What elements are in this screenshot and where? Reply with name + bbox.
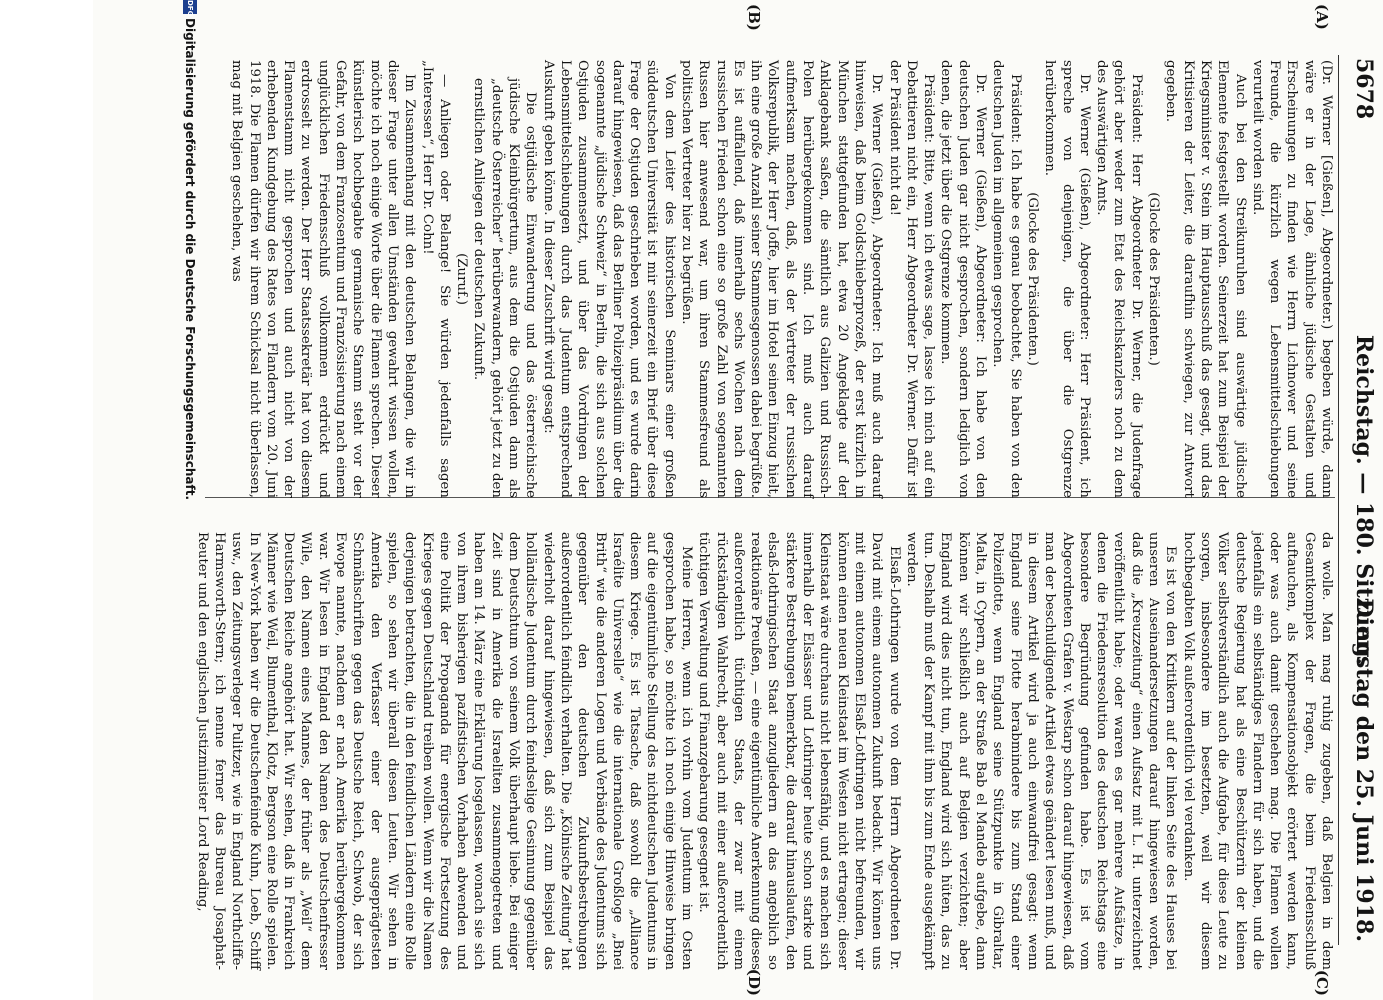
- paragraph: Im Zusammenhang mit den deutschen Belangen, die wir in dieser Frage unter allen Umständen gewahrt wissen wollen, möchte ich noch einige Worte über die Flamen sprechen. Dieser künstlerisch hochbegabte germanische Stamm steht vor der Gefahr, von dem Franzosentum und Französisierung nach einem unglücklichen Friedensschluß vollkommen erdrückt und erdrosselt zu werden. Der Herr Staatssekretär hat von diesem Flamenstamm nicht gesprochen und auch nicht von der erhebenden Kundgebung des Rates von Flandern vom 20. Juni 1918. Die Flamen dürfen wir ihrem Schicksal nicht überlassen, mag mit Belgien geschehen, was: [229, 60, 418, 498]
- margin-mark-c: (C): [1313, 969, 1331, 996]
- block-quote: Die ostjüdische Einwanderung und das österreichische jüdische Kleinbürgertum, aus dem die Ostjuden dann als „deutsche Österreicher“ herüberwandern, gehört jetzt zu den ernstlichen Anliegen der deutschen Zukunft.: [471, 78, 539, 498]
- paragraph: — Anliegen oder Belange! Sie würden jedenfalls sagen „Interessen“, Herr Dr. Cohn!: [419, 60, 452, 498]
- margin-mark-a: (A): [1313, 4, 1331, 30]
- funding-note: Digitalisierung gefördert durch die Deutsche Forschungsgemeinschaft.: [183, 18, 197, 501]
- paragraph: Es ist von den Kritikern auf der linken Seite des Hauses bei unseren Auseinandersetzungen darauf hingewiesen worden, daß die „Kreuzzeitung“ einen Aufsatz mit L. H. unterzeichnet veröffentlicht habe; oder waren es gar mehrere Aufsätze, in denen die Friedensresolution des deutschen Reichstags eine besondere Begründung gefunden habe. Es ist vom Abgeordneten Grafen v. Westarp schon darauf hingewiesen, daß man der beschuldigende Artikel etwas geändert lesen muß, und in diesem Artikel wird ja auch einwandfrei gesagt: wenn England seine Flotte herabmindere bis zum Stand einer Polizeiflotte, wenn England seine Stützpunkte in Gibraltar, Malta, in Cypern, an der Straße Bab el Mandeb aufgebe, dann können wir schließlich auch auf Belgien verzichten; aber England wird dies nicht tun, England wird sich hüten, das zu tun. Deshalb muß der Kampf mit ihm bis zum Ende ausgekämpft werden.: [903, 532, 1179, 970]
- paragraph: Präsident: Bitte, wenn ich etwas sage, lasse ich mich auf ein Debattieren nicht ein, Herr Abgeordneter Dr. Werner. Dafür ist der Präsident nicht da!: [886, 60, 937, 498]
- dfg-logo: DFG: [183, 0, 197, 14]
- session-title: Reichstag. — 180. Sitzung.: [1351, 334, 1377, 666]
- margin-mark-b: (B): [745, 4, 763, 31]
- rotated-page: [93, 0, 1383, 1000]
- right-column: [194, 532, 1335, 970]
- paragraph: Präsident: Ich habe es genau beobachtet, Sie haben von den deutschen Juden im allgemeinen gesprochen.: [990, 60, 1023, 498]
- stage-direction: (Glocke des Präsidenten.): [1146, 192, 1162, 366]
- stage-direction: (Zuruf.): [454, 253, 470, 305]
- funding-footer: [179, 0, 197, 1000]
- paragraph: Meine Herren, wenn ich vorhin vom Judentum im Osten gesprochen habe, so möchte ich noch einige Hinweise bringen auf die eigentümliche Stellung des nichtdeutschen Judentums in diesem Kriege. Es ist Tatsache, daß sowohl die „Alliance Israélite Universelle“ wie die internationale Großloge „Bnei Brith“ wie die anderen Logen und Verbände des Judentums sich gegenüber den deutschen Zukunftsbestrebungen außerordentlich feindlich verhalten. Die „Kölnische Zeitung“ hat wiederholt darauf hingewiesen, daß sich zum Beispiel das holländische Judentum durch feindselige Gesinnung gegenüber dem Deutschtum von seinem Volk überhaupt liebe. Bei einiger Zeit sind in Amerika die Israeliten zusammengetreten und haben am 14. März eine Erklärung losgelassen, wonach sie sich von ihrem bisherigen pazifistischen Vorhaben abwenden und eine Politik der Propaganda für energische Fortsetzung des Krieges gegen Deutschland treiben wollen. Wenn wir die Namen derjenigen betrachten, die in den feindlichen Ländern eine Rolle spielen, so sehen wir überall diesen Leuten. Wir sehen in Amerika den Verfasser einer der ausgeprägtesten Schmähschriften gegen das Deutsche Reich, Schwob, der sich Ewope nannte, nachdem er nach Amerika herübergekommen war. Wir lesen in England den Namen des Deutschenfresser Wile, den Namen eines Mannes, der früher als „Weil“ dem Deutschen Reiche angehört hat. Wir sehen, daß in Frankreich Männer wie Weil, Blumenthal, Klotz, Bergson eine Rolle spielen. In New-York haben wir die Deutschenfeinde Kuhn, Loeb, Schiff usw., den Zeitungsverleger Pulitzer, wie in England Northcliffe-Harmsworth-Stern; ich nenne ferner das Bureau Josaphat-Reuter und den englischen Justizminister Lord Reading,: [194, 532, 695, 970]
- paragraph: da wolle. Man mag ruhig zugeben, daß Belgien in dem Gesamtkomplex der Fragen, die beim Friedensschluß auftauchen, als Kompensationsobjekt erörtert werden kann, oder was auch damit geschehen mag. Die Flamen wollen jedenfalls ein selbständiges Flandern für sich haben, und die deutsche Regierung hat als eine Beschützerin der kleinen Völker selbstverständlich auch die Aufgabe, für diese Leute zu sorgen, insbesondere im besetzten, weil wir diesem hochbegabten Volk außerordentlich viel verdanken.: [1180, 532, 1334, 970]
- paragraph: Dr. Werner (Gießen), Abgeordneter: Ich muß auch darauf hinweisen, daß beim Goldschieberprozeß, der erst kürzlich in München stattgefunden hat, etwa 20 Angeklagte auf der Anklagebank saßen, die sämtlich aus Galizien und Russisch-Polen herübergekommen sind. Ich muß auch darauf aufmerksam machen, daß, als der Vertreter der russischen Volksrepublik, der Herr Joffe, hier im Hotel seinen Einzug hielt, ihn eine große Anzahl seiner Stammesgenossen dabei begrüßte. Es ist auffallend, daß innerhalb sechs Wochen nach dem russischen Frieden schon eine so große Zahl von sogenannten Russen hier anwesend war, um ihren Stammesfreund als politischen Vertreter hier zu begrüßen.: [679, 60, 885, 498]
- paragraph: Präsident: Herr Abgeordneter Dr. Werner, die Judenfrage gehört aber weder zum Etat des Reichskanzlers noch zu dem des Auswärtigen Amts.: [1094, 60, 1144, 498]
- left-column: [205, 60, 1335, 498]
- stage-direction: (Glocke des Präsidenten.): [1024, 192, 1040, 366]
- paragraph: Dr. Werner (Gießen), Abgeordneter: Herr Präsident, ich spreche von denjenigen, die über die Ostgrenze herüberkommen.: [1042, 60, 1092, 498]
- header-rule: [1338, 55, 1339, 945]
- paragraph: Elsaß-Lothringen wurde von dem Herrn Abgeordneten Dr. David mit einem autonomen Zukunft bedacht. Wir können uns mit einem autonomen Elsaß-Lothringen nicht befreunden, wir können einen neuen Kleinstaat im Westen nicht ertragen; dieser Kleinstaat wäre durchaus nicht lebensfähig, und es machen sich innerhalb der Elsässer und Lothringer heute schon starke und stärkere Bestrebungen bemerkbar, die darauf hinauslaufen, den elsaß-lothringischen Staat anzugliedern an das angeblich so reaktionäre Preußen, — eine eigentümliche Anerkennung dieses außerordentlich tüchtigen Staats, der zwar mit einem rückständigen Wahlrecht, aber auch mit einer außerordentlich tüchtigen Verwaltung und Finanzgebarung gesegnet ist.: [696, 532, 902, 970]
- page-header: [1333, 0, 1383, 1000]
- paragraph: Dr. Werner (Gießen), Abgeordneter: Ich habe von den deutschen Juden gar nicht gesprochen, sondern lediglich von denen, die jetzt über die Ostgrenze kommen.: [938, 60, 989, 498]
- paragraph: Von dem Leiter des historischen Seminars einer großen süddeutschen Universität ist mir seinerzeit ein Brief über diese Frage der Ostjuden geschrieben worden, und es wurde darin darauf hingewiesen, daß das Berliner Polizeipräsidium über die sogenannte „jüdische Schweiz“ in Berlin, die sich aus solchen Ostjuden zusammensetzt, und über das Vordringen der Lebensmittelschiebungen durch das Judentum entsprechend Auskunft geben könne. In dieser Zuschrift wird gesagt:: [540, 60, 677, 498]
- margin-mark-d: (D): [745, 968, 763, 996]
- paragraph: Auch bei den Streikunruhen sind auswärtige jüdische Elemente festgestellt worden. Seinerzeit hat zum Beispiel der Kriegsminister v. Stein im Hauptausschuß das gesagt, und das Kritisieren der Leiter, die daraufhin schwiegen, zur Antwort gegeben.: [1163, 60, 1248, 498]
- page-number: 5678: [1351, 58, 1377, 120]
- paragraph: (Dr. Werner [Gießen], Abgeordneter.) begeben würde, dann wäre er in der Lage, ähnliche jüdische Gestalten und Erscheinungen zu finden wie Herrn Lichnower und seine Freunde, die kürzlich wegen Lebensmittelschiebungen verurteilt worden sind.: [1249, 60, 1334, 498]
- session-date: Dienstag den 25. Juni 1918.: [1351, 598, 1377, 942]
